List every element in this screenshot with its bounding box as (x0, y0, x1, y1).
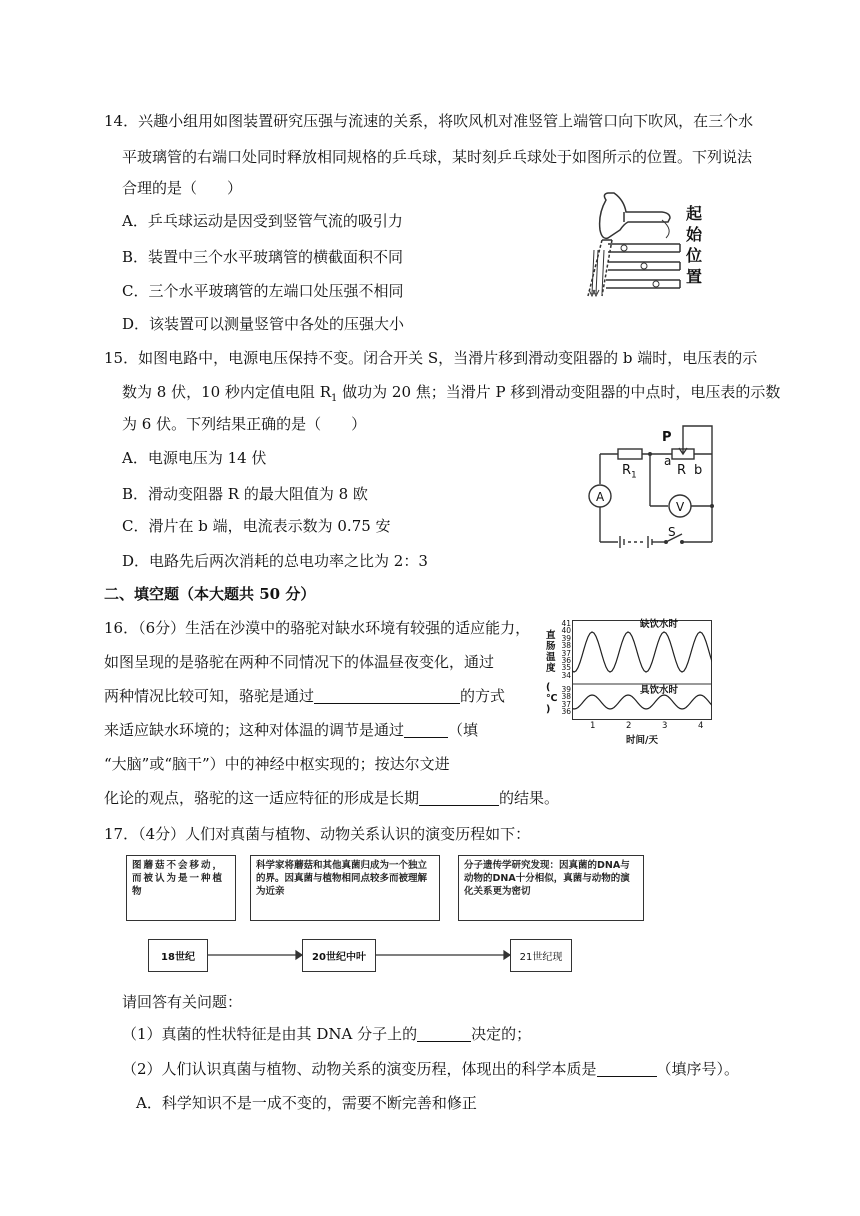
q16-line4-a: 来适应缺水环境的；这种对体温的调节是通过 (104, 721, 405, 739)
ylabel-char: 温 (546, 652, 556, 663)
q17-sub2-a: （2）人们认识真菌与植物、动物关系的演变历程，体现出的科学本质是 (122, 1060, 597, 1078)
q17-blank-2[interactable] (597, 1060, 657, 1077)
q16-blank-2[interactable] (404, 721, 448, 738)
bottom-curve (572, 695, 712, 709)
q16-line6-a: 化论的观点，骆驼的这一适应特征的形成是长期 (104, 789, 420, 807)
tick-label: 37 (561, 699, 571, 709)
tick-label: 39 (561, 685, 571, 694)
q15-stem-line2 (122, 382, 780, 409)
tick-label: 38 (561, 692, 571, 702)
ylabel-char: ( (546, 682, 551, 693)
q15-voltmeter-label: V (676, 500, 685, 514)
q14-stem-line3: 合理的是（ ） (122, 179, 243, 197)
q17-box-21st: 分子遗传学研究发现：因真菌的DNA与动物的DNA十分相似，真菌与动物的演化关系更为密切 (458, 855, 644, 921)
q16-line6 (104, 788, 559, 808)
q16-line5: “大脑”或“脑干”）中的神经中枢实现的；按达尔文进 (104, 755, 450, 773)
q15-stem-line2-b: 做功为 20 焦；当滑片 P 移到滑动变阻器的中点时，电压表的示数 (337, 383, 781, 401)
q14-label-3: 位 (686, 246, 703, 265)
q16-chart-bottom-title: 具饮水时 (640, 685, 679, 696)
tick-label: 35 (561, 663, 571, 673)
q16-line1: 16．（6分）生活在沙漠中的骆驼对缺水环境有较强的适应能力， (104, 619, 531, 637)
plot-frame (573, 621, 712, 720)
q16-chart-xlabel: 时间/天 (626, 735, 658, 746)
q17-sub2 (122, 1059, 739, 1079)
q15-option-c: C．滑片在 b 端，电流表示数为 0.75 安 (122, 517, 391, 535)
q17-sub1-b: 决定的； (471, 1025, 532, 1043)
q16-chart-ylabel (546, 630, 558, 715)
q17-box-20th: 科学家将蘑菇和其他真菌归成为一个独立的界。因真菌与植物相同点较多而被理解为近亲 (250, 855, 440, 921)
q15-label-r1-sub: 1 (631, 470, 637, 481)
q16-line3 (104, 686, 505, 706)
section-title: 二、填空题（本大题共 50 分） (104, 585, 316, 603)
q15-switch-label: S (668, 525, 676, 539)
tick-label: 34 (561, 670, 571, 680)
q14-label-2: 始 (686, 225, 703, 244)
x-tick-label: 2 (626, 721, 632, 731)
ylabel-char: 直 (546, 630, 556, 641)
tick-label: 38 (561, 641, 571, 651)
ylabel-char: 度 (546, 663, 556, 674)
q16-chart-top-title: 缺饮水时 (640, 619, 679, 630)
q16-chart-plot (572, 620, 712, 720)
top-curve (572, 632, 712, 672)
q17-sub1 (122, 1024, 531, 1044)
q14-label-1: 起 (686, 204, 703, 223)
q16-line4 (104, 720, 478, 740)
ylabel-char: 肠 (546, 641, 556, 652)
q14-option-b: B．装置中三个水平玻璃管的横截面积不同 (122, 248, 404, 266)
q17-sub1-a: （1）真菌的性状特征是由其 DNA 分子上的 (122, 1025, 418, 1043)
q16-blank-3[interactable] (419, 789, 499, 806)
q14-stem-line1: 14．兴趣小组用如图装置研究压强与流速的关系，将吹风机对准竖管上端管口向下吹风，在三个水 (104, 112, 754, 130)
q15-label-r: R (677, 463, 687, 478)
ylabel-char: ) (546, 704, 551, 715)
q17-option-a: A．科学知识不是一成不变的，需要不断完善和修正 (136, 1094, 477, 1112)
q15-label-r1-main: R (622, 463, 632, 478)
q15-label-b: b (694, 463, 703, 478)
q17-sub2-b: （填序号）。 (656, 1060, 740, 1078)
q14-option-d: D．该装置可以测量竖管中各处的压强大小 (122, 315, 405, 333)
q15-option-a: A．电源电压为 14 伏 (122, 449, 267, 467)
q14-label-4: 置 (686, 267, 703, 286)
q17-ask: 请回答有关问题： (122, 993, 243, 1011)
tick-label: 36 (561, 707, 571, 717)
tick-label: 36 (561, 656, 571, 665)
x-tick-label: 1 (590, 721, 596, 731)
q16-line6-b: 的结果。 (499, 789, 560, 807)
q17-time-21st: 21世纪现 (510, 939, 572, 972)
q14-stem-line2: 平玻璃管的右端口处同时释放相同规格的乒乓球，某时刻乒乓球处于如图所示的位置。下列说法 (122, 148, 753, 166)
q16-line3-a: 两种情况比较可知，骆驼是通过 (104, 687, 315, 705)
q17-time-18th: 18世纪 (148, 939, 208, 972)
q17-blank-1[interactable] (417, 1025, 471, 1042)
q15-r1-subscript: 1 (331, 393, 338, 404)
tick-label: 37 (561, 648, 571, 658)
q15-stem-line2-a: 数为 8 伏，10 秒内定值电阻 R (122, 383, 331, 401)
q17-timeline-arrows (208, 949, 510, 961)
q15-ammeter-label: A (596, 490, 605, 504)
q15-label-p: P (662, 430, 672, 445)
q16-line2: 如图呈现的是骆驼在两种不同情况下的体温昼夜变化，通过 (104, 653, 495, 671)
tick-label: 39 (561, 633, 571, 643)
q14-option-c: C．三个水平玻璃管的左端口处压强不相同 (122, 282, 404, 300)
q16-line4-b: （填 (448, 721, 479, 739)
q16-line3-b: 的方式 (460, 687, 506, 705)
x-tick-label: 4 (698, 721, 704, 731)
q15-option-b: B．滑动变阻器 R 的最大阻值为 8 欧 (122, 485, 368, 503)
tick-label: 41 (561, 619, 571, 628)
q15-stem-line1: 15．如图电路中，电源电压保持不变。闭合开关 S，当滑片移到滑动变阻器的 b 端时，电压表的示 (104, 349, 758, 367)
x-tick-label: 3 (662, 721, 668, 731)
q15-circuit-figure (584, 420, 720, 556)
ylabel-char: ℃ (546, 693, 558, 704)
q15-label-r1 (622, 461, 637, 486)
q15-label-a: a (664, 454, 672, 468)
q17-stem: 17．（4分）人们对真菌与植物、动物关系认识的演变历程如下： (104, 825, 531, 843)
q15-option-d: D．电路先后两次消耗的总电功率之比为 2：3 (122, 552, 428, 570)
q16-blank-1[interactable] (314, 687, 460, 704)
q15-stem-line3: 为 6 伏。下列结果正确的是（ ） (122, 415, 367, 433)
q17-box-18th: 图蘑菇不会移动，而被认为是一种植物 (126, 855, 236, 921)
q16-chart (546, 616, 714, 750)
q17-time-20th: 20世纪中叶 (302, 939, 376, 972)
tick-label: 40 (561, 626, 571, 636)
q14-option-a: A．乒乓球运动是因受到竖管气流的吸引力 (122, 212, 403, 230)
